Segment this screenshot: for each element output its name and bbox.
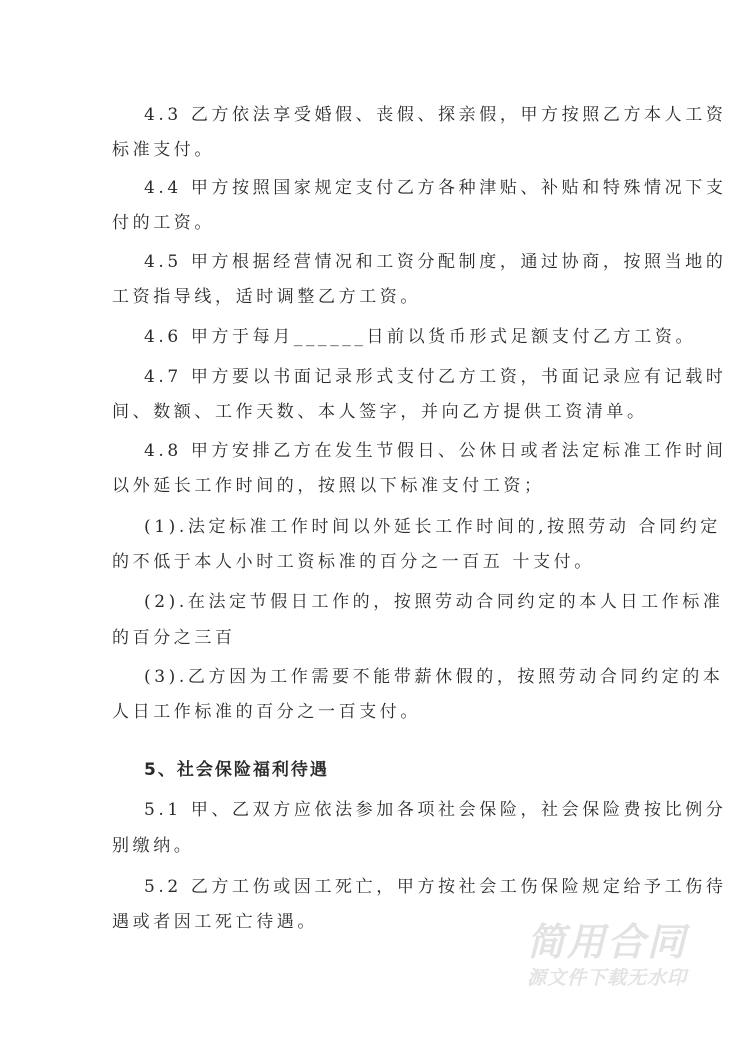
clause-4-7-line-2: 间、数额、工作天数、本人签字，并向乙方提供工资清单。 [112, 402, 648, 422]
clause-4-8-3-line-1: (3).乙方因为工作需要不能带薪休假的，按照劳动合同约定的本 [144, 667, 724, 687]
clause-5-1-line-1: 5.1 甲、乙双方应依法参加各项社会保险，社会保险费按比例分 [144, 800, 727, 820]
watermark [512, 920, 702, 992]
clause-4-4-line-1: 4.4 甲方按照国家规定支付乙方各种津贴、补贴和特殊情况下支 [144, 178, 727, 198]
clause-5-2-line-1: 5.2 乙方工伤或因工死亡，甲方按社会工伤保险规定给予工伤待 [144, 877, 727, 897]
section-5-heading: 5、社会保险福利待遇 [144, 760, 329, 780]
clause-4-8-3-line-2: 人日工作标准的百分之一百支付。 [112, 702, 421, 722]
clause-4-5-line-1: 4.5 甲方根据经营情况和工资分配制度，通过协商，按照当地的 [144, 252, 727, 272]
clause-4-8-1-line-1: (1).法定标准工作时间以外延长工作时间的,按照劳动 合同约定 [144, 517, 721, 537]
clause-4-8-1-line-2: 的不低于本人小时工资标准的百分之一百五 十支付。 [112, 552, 595, 572]
clause-4-8-line-1: 4.8 甲方安排乙方在发生节假日、公休日或者法定标准工作时间 [144, 441, 727, 461]
clause-4-8-line-2: 以外延长工作时间的，按照以下标准支付工资； [112, 476, 545, 496]
clause-4-7-line-1: 4.7 甲方要以书面记录形式支付乙方工资，书面记录应有记载时 [144, 367, 727, 387]
clause-4-6-line-1: 4.6 甲方于每月______日前以货币形式足额支付乙方工资。 [144, 327, 697, 347]
clause-4-8-2-line-2: 的百分之三百 [112, 628, 236, 648]
clause-4-5-line-2: 工资指导线，适时调整乙方工资。 [112, 287, 421, 307]
watermark-title: 简用合同 [526, 920, 687, 964]
clause-4-3-line-1: 4.3 乙方依法享受婚假、丧假、探亲假，甲方按照乙方本人工资 [144, 105, 727, 125]
clause-4-3-line-2: 标准支付。 [112, 140, 215, 160]
clause-4-8-2-line-1: (2).在法定节假日工作的，按照劳动合同约定的本人日工作标准 [144, 592, 724, 612]
clause-5-1-line-2: 别缴纳。 [112, 836, 195, 856]
watermark-subtitle: 源文件下载无水印 [526, 967, 687, 989]
clause-5-2-line-2: 遇或者因工死亡待遇。 [112, 912, 318, 932]
clause-4-4-line-2: 付的工资。 [112, 213, 215, 233]
